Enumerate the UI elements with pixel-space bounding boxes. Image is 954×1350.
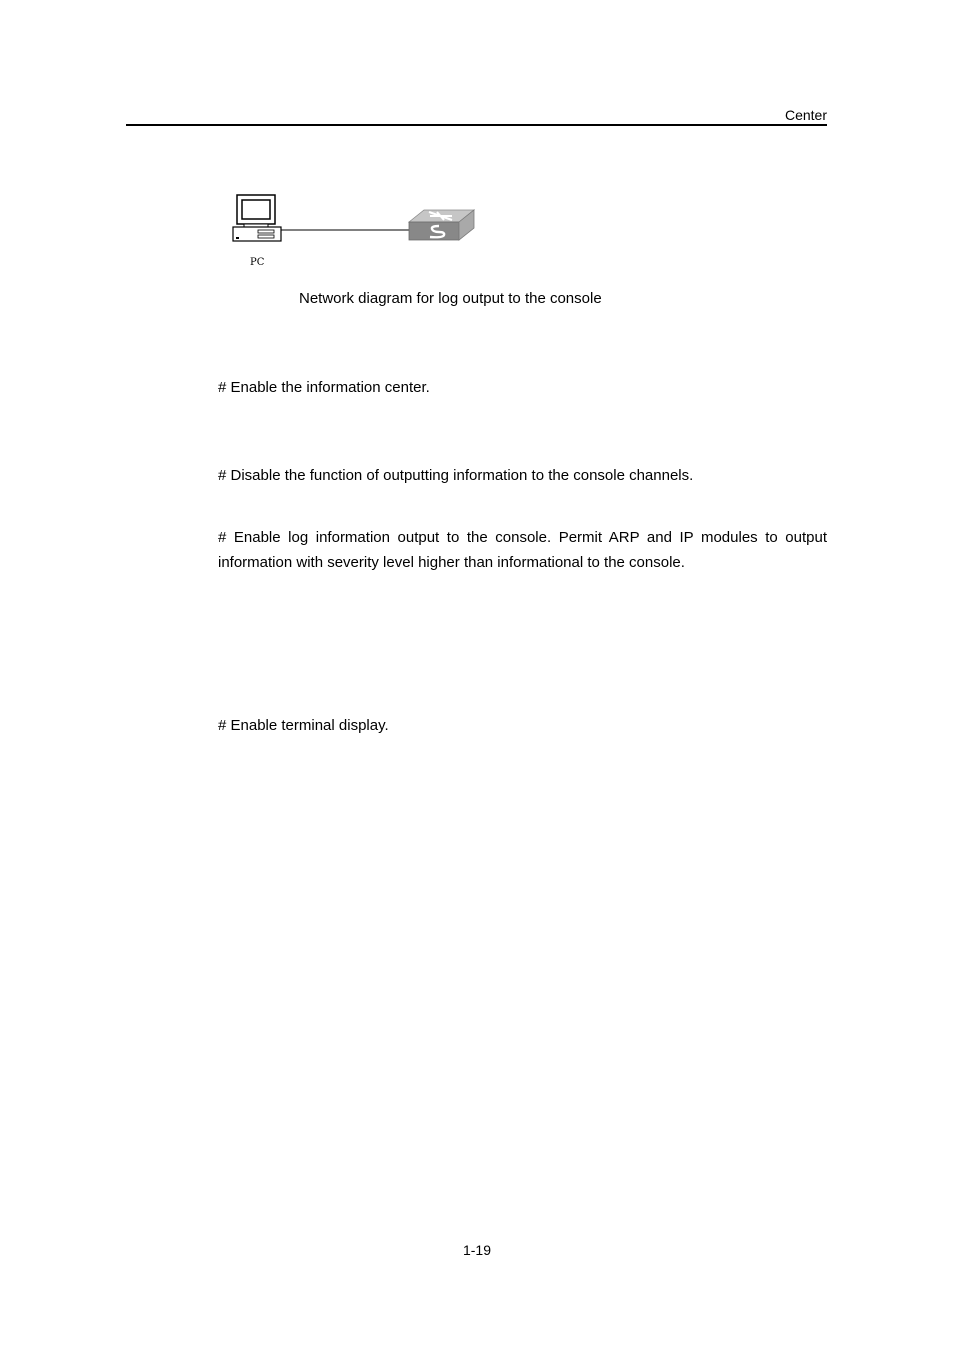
- instruction-paragraph: # Disable the function of outputting information to the console channels.: [218, 467, 694, 484]
- instruction-paragraph: # Enable terminal display.: [218, 717, 389, 734]
- page-header-title: Center: [784, 107, 827, 123]
- figure-caption: Network diagram for log output to the console: [299, 290, 602, 307]
- header-rule: [126, 124, 827, 126]
- network-diagram: [228, 190, 488, 275]
- switch-icon: [409, 210, 474, 240]
- instruction-paragraph: # Enable the information center.: [218, 379, 430, 396]
- instruction-paragraph: # Enable log information output to the console. Permit ARP and IP modules to output information with severity level higher than informational to the console.: [218, 529, 827, 571]
- pc-icon: [233, 195, 281, 241]
- page-number: 1-19: [462, 1242, 492, 1258]
- pc-label: PC: [250, 257, 265, 268]
